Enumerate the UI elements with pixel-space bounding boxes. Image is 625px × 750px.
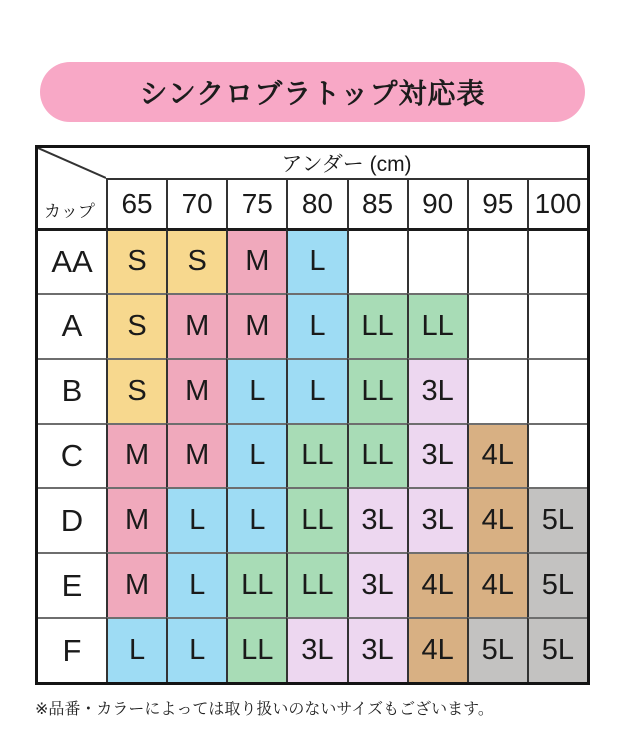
size-cell: 5L	[527, 487, 587, 552]
size-cell	[527, 358, 587, 423]
column-header: 95	[467, 178, 527, 228]
size-cell	[467, 293, 527, 358]
size-cell: 3L	[407, 487, 467, 552]
size-cell: 3L	[347, 617, 407, 682]
cup-row-header: F	[38, 617, 106, 682]
column-header: 80	[286, 178, 346, 228]
footnote: ※品番・カラーによっては取り扱いのないサイズもございます。	[35, 701, 494, 718]
size-cell: L	[226, 423, 286, 488]
size-cell	[467, 228, 527, 293]
size-cell: M	[166, 423, 226, 488]
size-cell	[467, 358, 527, 423]
size-cell: L	[166, 617, 226, 682]
column-header: 90	[407, 178, 467, 228]
size-cell: 3L	[347, 552, 407, 617]
size-cell: 4L	[467, 552, 527, 617]
size-cell: 3L	[347, 487, 407, 552]
cup-row-header: D	[38, 487, 106, 552]
size-cell: 4L	[467, 423, 527, 488]
column-header: 70	[166, 178, 226, 228]
size-cell: 5L	[467, 617, 527, 682]
cup-row-header: A	[38, 293, 106, 358]
size-cell: 5L	[527, 617, 587, 682]
size-cell	[527, 293, 587, 358]
size-cell: S	[106, 293, 166, 358]
size-cell: LL	[347, 358, 407, 423]
size-cell: M	[226, 293, 286, 358]
size-cell: L	[166, 552, 226, 617]
size-table	[35, 145, 590, 685]
size-cell	[527, 228, 587, 293]
size-cell: L	[286, 228, 346, 293]
size-cell: S	[106, 358, 166, 423]
size-cell: LL	[347, 423, 407, 488]
size-cell: L	[286, 358, 346, 423]
cup-row-header: E	[38, 552, 106, 617]
size-cell: M	[166, 293, 226, 358]
size-cell	[347, 228, 407, 293]
column-header: 100	[527, 178, 587, 228]
corner-cell	[38, 148, 106, 228]
size-cell: S	[166, 228, 226, 293]
size-cell: 4L	[407, 617, 467, 682]
size-cell: 4L	[407, 552, 467, 617]
size-cell: S	[106, 228, 166, 293]
size-cell: M	[106, 423, 166, 488]
size-cell: 3L	[286, 617, 346, 682]
page-title: シンクロブラトップ対応表	[139, 78, 486, 109]
size-cell: 4L	[467, 487, 527, 552]
size-cell: L	[106, 617, 166, 682]
size-cell: LL	[286, 423, 346, 488]
size-cell: 3L	[407, 358, 467, 423]
cup-row-header: C	[38, 423, 106, 488]
cup-row-header: B	[38, 358, 106, 423]
size-cell: 5L	[527, 552, 587, 617]
size-cell: L	[286, 293, 346, 358]
size-cell: LL	[226, 552, 286, 617]
size-cell: L	[226, 487, 286, 552]
column-header: 65	[106, 178, 166, 228]
size-cell: M	[106, 552, 166, 617]
size-cell: M	[106, 487, 166, 552]
size-cell: M	[226, 228, 286, 293]
size-cell: M	[166, 358, 226, 423]
size-cell: LL	[286, 487, 346, 552]
size-cell: 3L	[407, 423, 467, 488]
size-cell	[407, 228, 467, 293]
column-header: 75	[226, 178, 286, 228]
size-cell: L	[166, 487, 226, 552]
under-axis-label: アンダー (cm)	[281, 153, 412, 176]
size-cell: LL	[226, 617, 286, 682]
cup-row-header: AA	[38, 228, 106, 293]
cup-axis-label: カップ	[44, 202, 95, 221]
size-cell: LL	[407, 293, 467, 358]
size-cell: L	[226, 358, 286, 423]
size-cell: LL	[347, 293, 407, 358]
size-cell	[527, 423, 587, 488]
title-banner	[40, 62, 585, 122]
column-header: 85	[347, 178, 407, 228]
size-cell: LL	[286, 552, 346, 617]
